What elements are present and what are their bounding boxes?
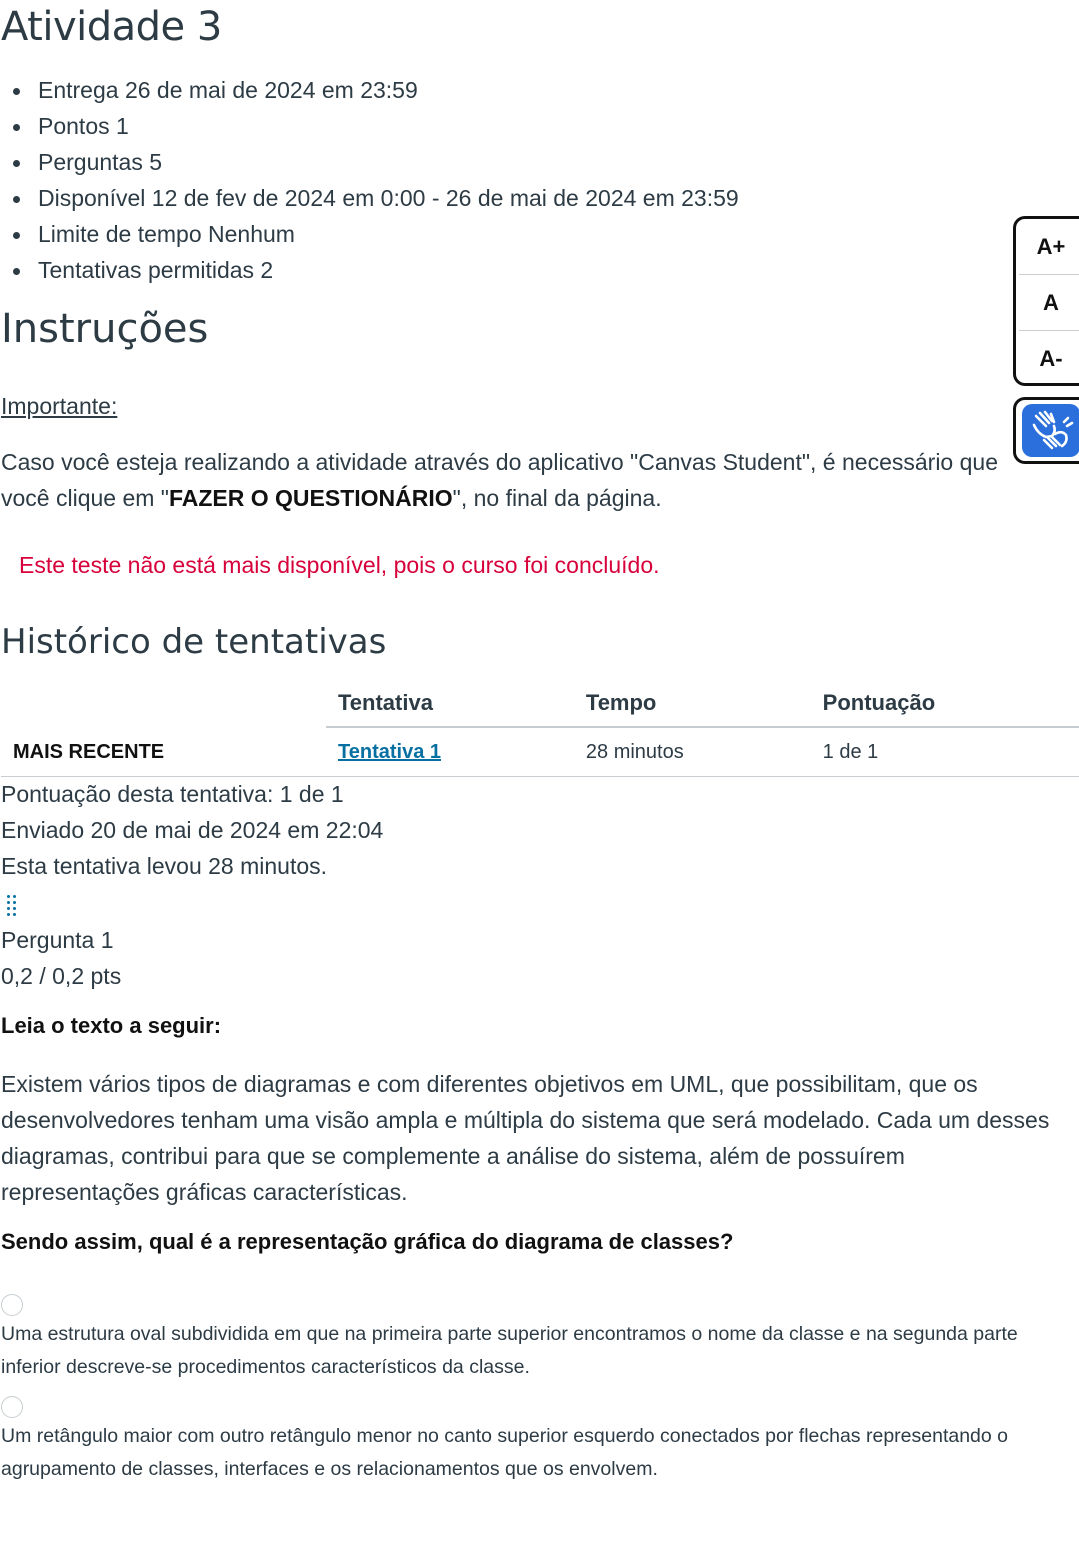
detail-questions: Perguntas 5 [38,144,739,180]
unavailable-alert: Este teste não está mais disponível, pois o curso foi concluído. [19,552,660,578]
instructions-heading: Instruções [1,306,209,352]
question-body: Existem vários tipos de diagramas e com diferentes objetivos em UML, que possibilitam, que os desenvolvedores tenham uma visão ampla e múltipla do sistema que será modelado. Cada um desses diagramas, contribui para que se complemente a análise do sistema, além de possuírem representações gráficas características. [1,1071,1050,1205]
question-header [1,922,121,994]
question-lead: Leia o texto a seguir: [1,1013,222,1038]
attempt-summary [1,776,383,884]
history-heading: Histórico de tentativas [1,622,387,662]
answer-text-2: Um retângulo maior com outro retângulo menor no canto superior esquerdo conectados por flechas representando o agrupamento de classes, interfaces e os relacionamentos que os envolvem. [1,1425,1009,1480]
table-row [1,727,1079,777]
question-points: 0,2 / 0,2 pts [1,963,122,989]
header-score: Pontuação [811,680,1079,727]
answer-text-1: Uma estrutura oval subdividida em que na primeira parte superior encontramos o nome da classe e na segunda parte inferior descreve-se procedimentos característicos da classe. [1,1323,1018,1378]
answer-radio-2[interactable] [1,1396,23,1418]
attempt-duration: Esta tentativa levou 28 minutos. [1,853,328,879]
quiz-details-list [0,72,739,288]
font-normal-button[interactable]: A [1019,274,1079,330]
font-decrease-button[interactable]: A- [1019,330,1079,386]
take-quiz-emphasis: FAZER O QUESTIONÁRIO [168,485,453,511]
instructions-text [1,444,1041,516]
detail-time-limit: Limite de tempo Nenhum [38,216,739,252]
answer-radio-1[interactable] [1,1294,23,1316]
detail-due: Entrega 26 de mai de 2024 em 23:59 [38,72,739,108]
attempt-link[interactable]: Tentativa 1 [338,740,441,763]
table-header-row [1,680,1079,727]
header-time: Tempo [574,680,811,727]
detail-attempts: Tentativas permitidas 2 [38,252,739,288]
sign-language-hands-icon [1022,404,1079,457]
time-cell: 28 minutos [574,727,811,777]
sign-language-widget[interactable] [1013,397,1079,464]
instructions-line-2-end: ", no final da página. [452,485,662,511]
instructions-line-1: Caso você esteja realizando a atividade através do aplicativo "Canvas Student", é necessário que [1,449,998,475]
question-name: Pergunta 1 [1,927,114,953]
attempt-submitted: Enviado 20 de mai de 2024 em 22:04 [1,817,384,843]
font-increase-button[interactable]: A+ [1036,234,1066,259]
header-blank [1,680,326,727]
important-label: Importante: [1,393,118,419]
detail-available: Disponível 12 de fev de 2024 em 0:00 - 26 de mai de 2024 em 23:59 [38,180,739,216]
question-prompt: Sendo assim, qual é a representação gráfica do diagrama de classes? [1,1229,734,1254]
instructions-line-2-start: você clique em " [1,485,169,511]
row-label: MAIS RECENTE [1,727,326,777]
page-title: Atividade 3 [1,4,222,50]
attempt-score: Pontuação desta tentativa: 1 de 1 [1,781,344,807]
header-attempt: Tentativa [326,680,574,727]
detail-points: Pontos 1 [38,108,739,144]
font-size-widget [1013,216,1079,386]
instructions-line-2 [1,480,1041,516]
drag-handle-icon[interactable] [5,893,19,917]
attempt-cell [326,727,574,777]
score-cell: 1 de 1 [811,727,1079,777]
sign-language-button[interactable] [1022,404,1079,457]
attempt-history-table [1,680,1079,777]
